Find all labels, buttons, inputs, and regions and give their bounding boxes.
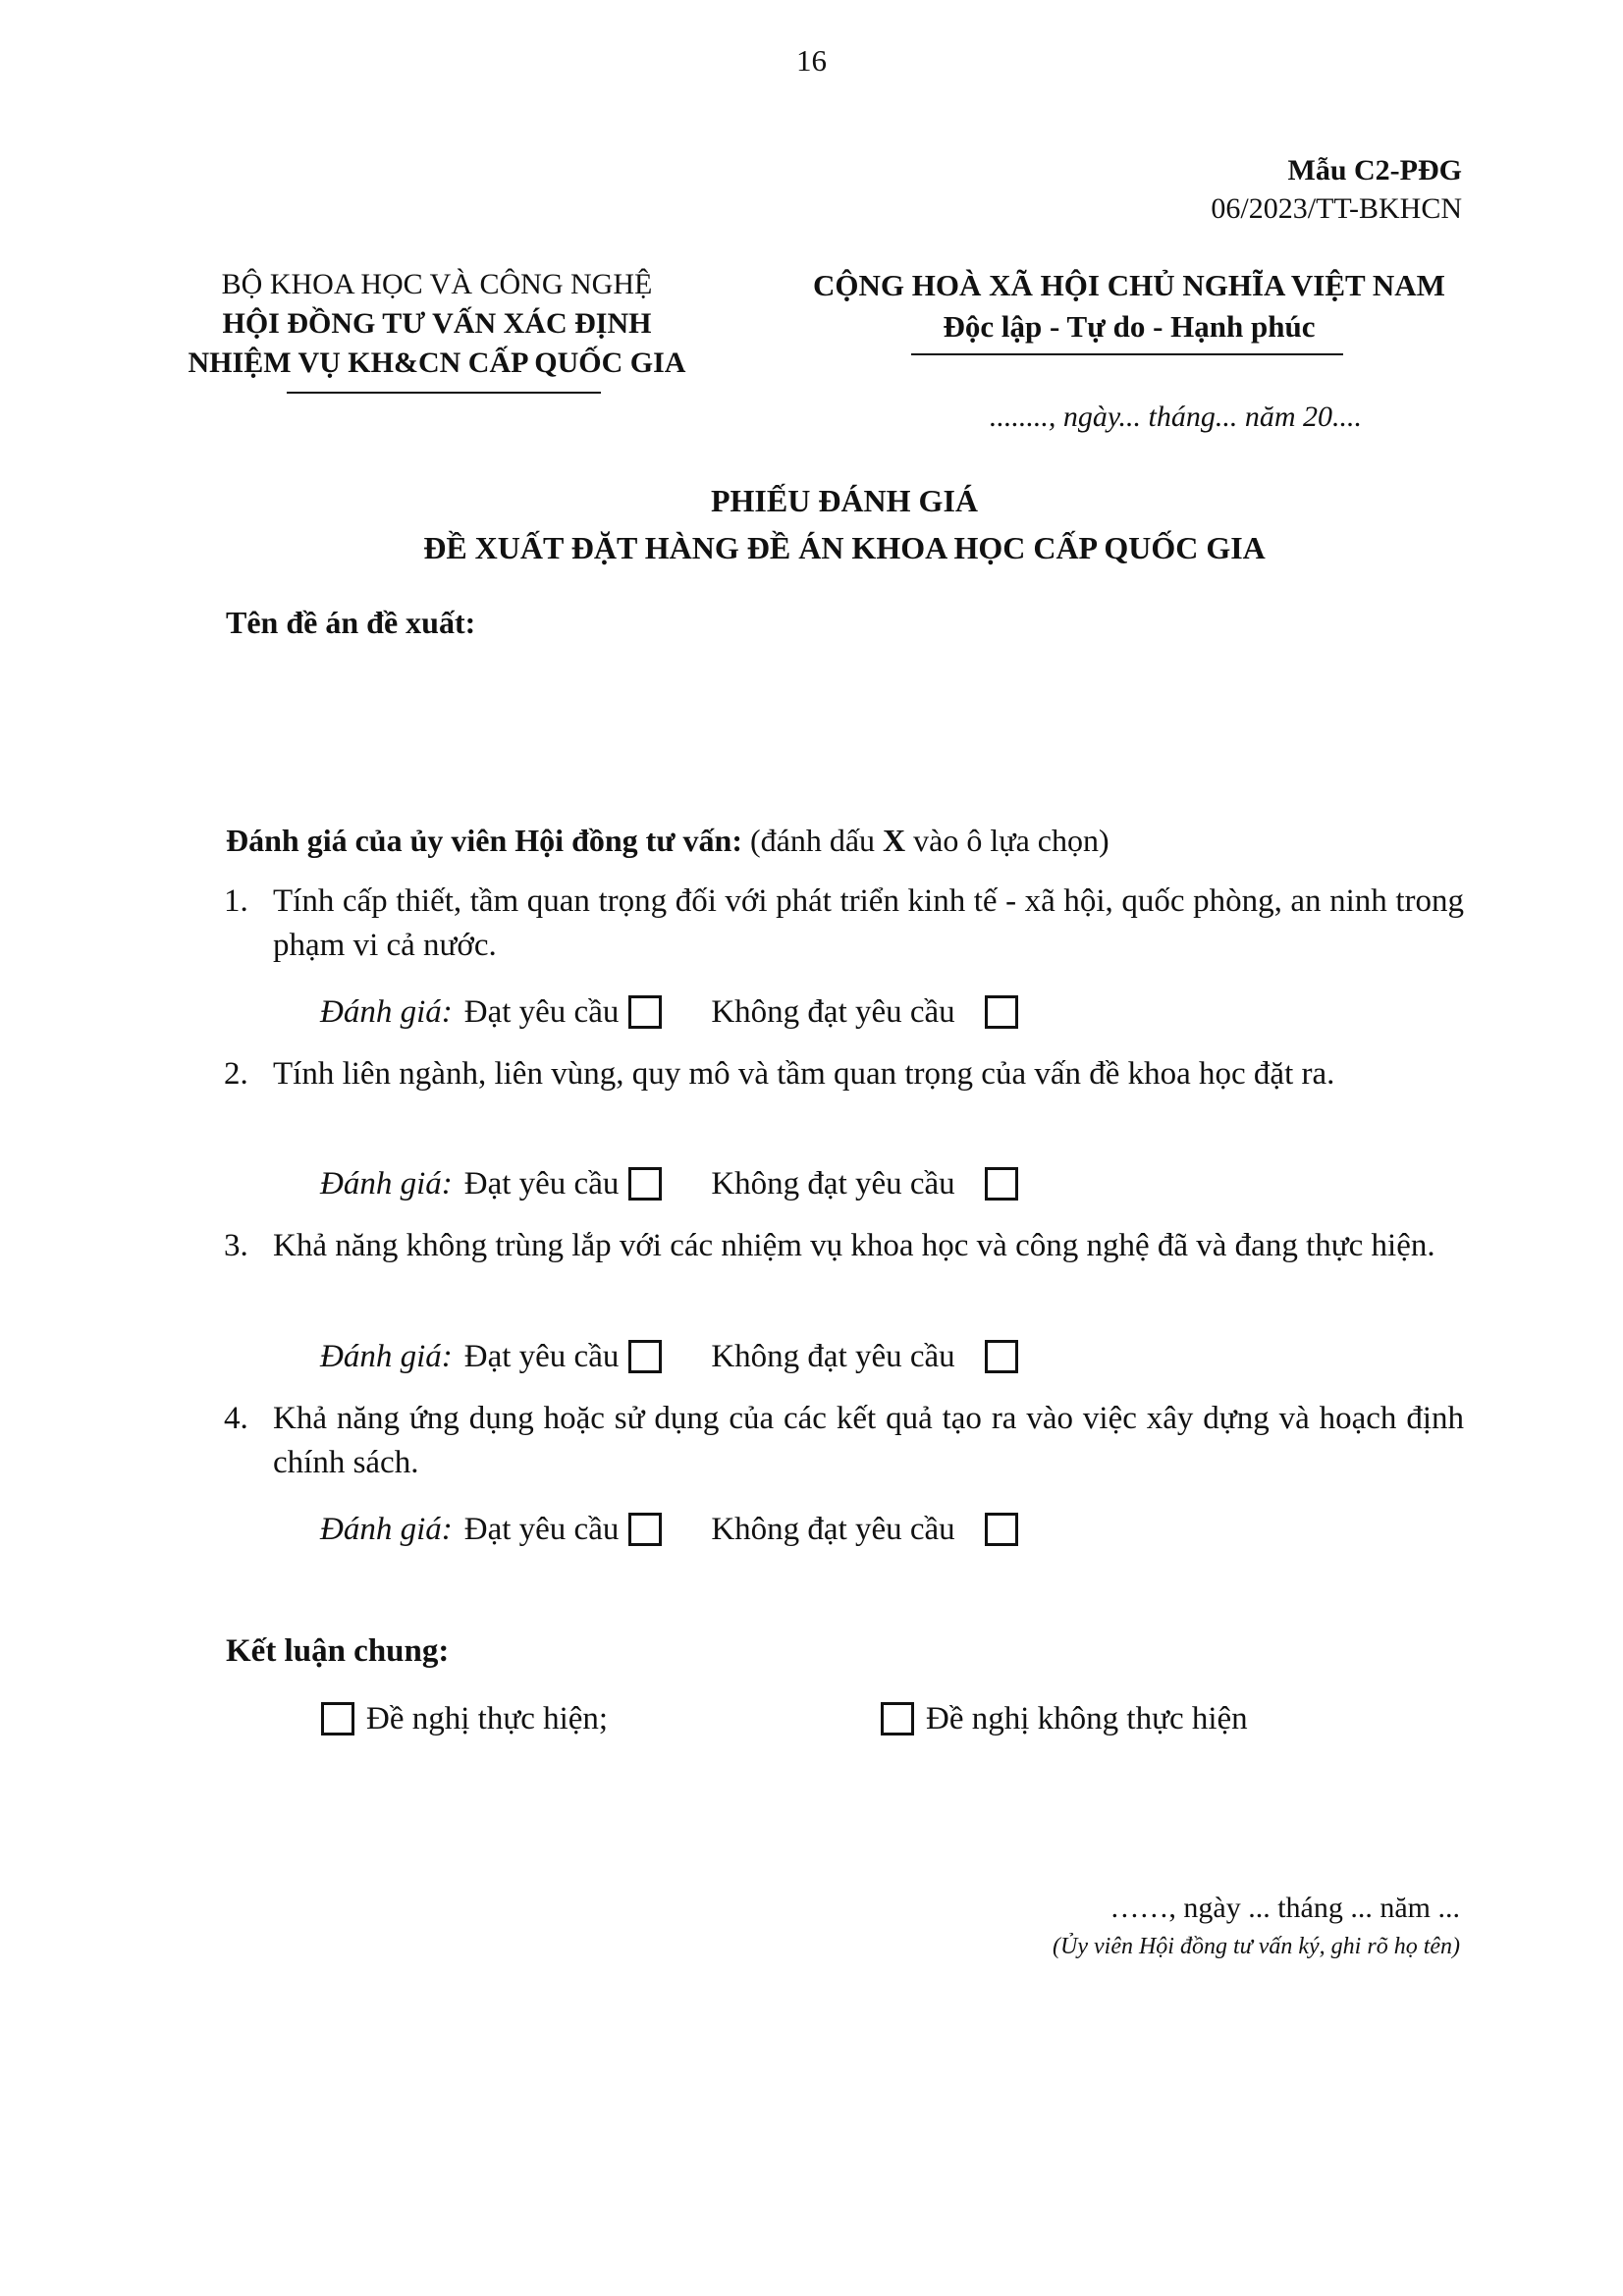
- criterion-text: Tính liên ngành, liên vùng, quy mô và tầm quan trọng của vấn đề khoa học đặt ra.: [273, 1056, 1335, 1092]
- option-pass-label: Đạt yêu cầu: [463, 1511, 620, 1547]
- agency-header: [147, 265, 727, 383]
- evaluation-heading-bold: Đánh giá của ủy viên Hội đồng tư vấn:: [226, 823, 742, 858]
- option-fail-label: Không đạt yêu cầu: [711, 1165, 955, 1201]
- criterion-4: [224, 1397, 1464, 1485]
- document-title: [0, 477, 1623, 571]
- criterion-number: 3.: [224, 1228, 248, 1263]
- signature-date: ……, ngày ... tháng ... năm ...: [1109, 1892, 1460, 1924]
- proposal-name-label: Tên đề án đề xuất:: [226, 605, 476, 640]
- option-fail-label: Không đạt yêu cầu: [711, 993, 955, 1030]
- not-implement-label: Đề nghị không thực hiện: [926, 1700, 1248, 1736]
- ministry-name: BỘ KHOA HỌC VÀ CÔNG NGHỆ: [221, 268, 653, 300]
- option-not-implement: [881, 1696, 1248, 1741]
- not-implement-checkbox[interactable]: [881, 1702, 914, 1735]
- conclusion-label: Kết luận chung:: [226, 1633, 450, 1669]
- rating-label: Đánh giá:: [320, 1165, 453, 1201]
- title-line-1: PHIẾU ĐÁNH GIÁ: [710, 483, 978, 518]
- pass-checkbox[interactable]: [628, 1167, 662, 1201]
- fail-checkbox[interactable]: [985, 1340, 1018, 1373]
- circular-reference: 06/2023/TT-BKHCN: [1211, 192, 1462, 225]
- agency-underline: [287, 392, 601, 394]
- evaluation-heading: [226, 823, 1109, 859]
- rating-label: Đánh giá:: [320, 1511, 453, 1547]
- option-fail-label: Không đạt yêu cầu: [711, 1511, 955, 1547]
- criterion-1: [224, 880, 1464, 968]
- criterion-number: 1.: [224, 883, 248, 919]
- form-code: Mẫu C2-PĐG: [1287, 154, 1462, 187]
- rating-label: Đánh giá:: [320, 993, 453, 1030]
- pass-checkbox[interactable]: [628, 995, 662, 1029]
- pass-checkbox[interactable]: [628, 1340, 662, 1373]
- criterion-text: Tính cấp thiết, tầm quan trọng đối với phát triển kinh tế - xã hội, quốc phòng, an ninh trong phạm vi cả nước.: [273, 883, 1464, 963]
- fail-checkbox[interactable]: [985, 1167, 1018, 1201]
- criterion-3: [224, 1224, 1464, 1268]
- date-line: ........, ngày... tháng... năm 20....: [989, 400, 1362, 433]
- signature-note: (Ủy viên Hội đồng tư vấn ký, ghi rõ họ tên): [1053, 1934, 1460, 1959]
- council-name: HỘI ĐỒNG TƯ VẤN XÁC ĐỊNH: [222, 307, 652, 340]
- criterion-text: Khả năng ứng dụng hoặc sử dụng của các kết quả tạo ra vào việc xây dựng và hoạch định chính sách.: [273, 1401, 1464, 1480]
- option-pass-label: Đạt yêu cầu: [463, 1165, 620, 1201]
- national-motto: [766, 265, 1492, 347]
- motto-underline: [911, 353, 1343, 355]
- council-name-cont: NHIỆM VỤ KH&CN CẤP QUỐC GIA: [188, 347, 686, 379]
- option-fail-label: Không đạt yêu cầu: [711, 1338, 955, 1374]
- implement-label: Đề nghị thực hiện;: [366, 1700, 609, 1736]
- criterion-1-rating: [320, 989, 1018, 1035]
- option-implement: [321, 1696, 608, 1741]
- motto: Độc lập - Tự do - Hạnh phúc: [943, 309, 1316, 344]
- fail-checkbox[interactable]: [985, 995, 1018, 1029]
- page-number: 16: [796, 43, 827, 78]
- pass-checkbox[interactable]: [628, 1513, 662, 1546]
- title-line-2: ĐỀ XUẤT ĐẶT HÀNG ĐỀ ÁN KHOA HỌC CẤP QUỐC GIA: [423, 530, 1266, 565]
- criterion-2-rating: [320, 1161, 1018, 1206]
- fail-checkbox[interactable]: [985, 1513, 1018, 1546]
- option-pass-label: Đạt yêu cầu: [463, 993, 620, 1030]
- criterion-4-rating: [320, 1507, 1018, 1552]
- implement-checkbox[interactable]: [321, 1702, 354, 1735]
- criterion-number: 4.: [224, 1401, 248, 1436]
- option-pass-label: Đạt yêu cầu: [463, 1338, 620, 1374]
- criterion-text: Khả năng không trùng lắp với các nhiệm vụ khoa học và công nghệ đã và đang thực hiện.: [273, 1228, 1435, 1263]
- country-name: CỘNG HOÀ XÃ HỘI CHỦ NGHĨA VIỆT NAM: [813, 268, 1445, 302]
- criterion-3-rating: [320, 1334, 1018, 1379]
- criterion-number: 2.: [224, 1056, 248, 1092]
- rating-label: Đánh giá:: [320, 1338, 453, 1374]
- evaluation-note: (đánh dấu X vào ô lựa chọn): [749, 823, 1109, 858]
- criterion-2: [224, 1052, 1464, 1096]
